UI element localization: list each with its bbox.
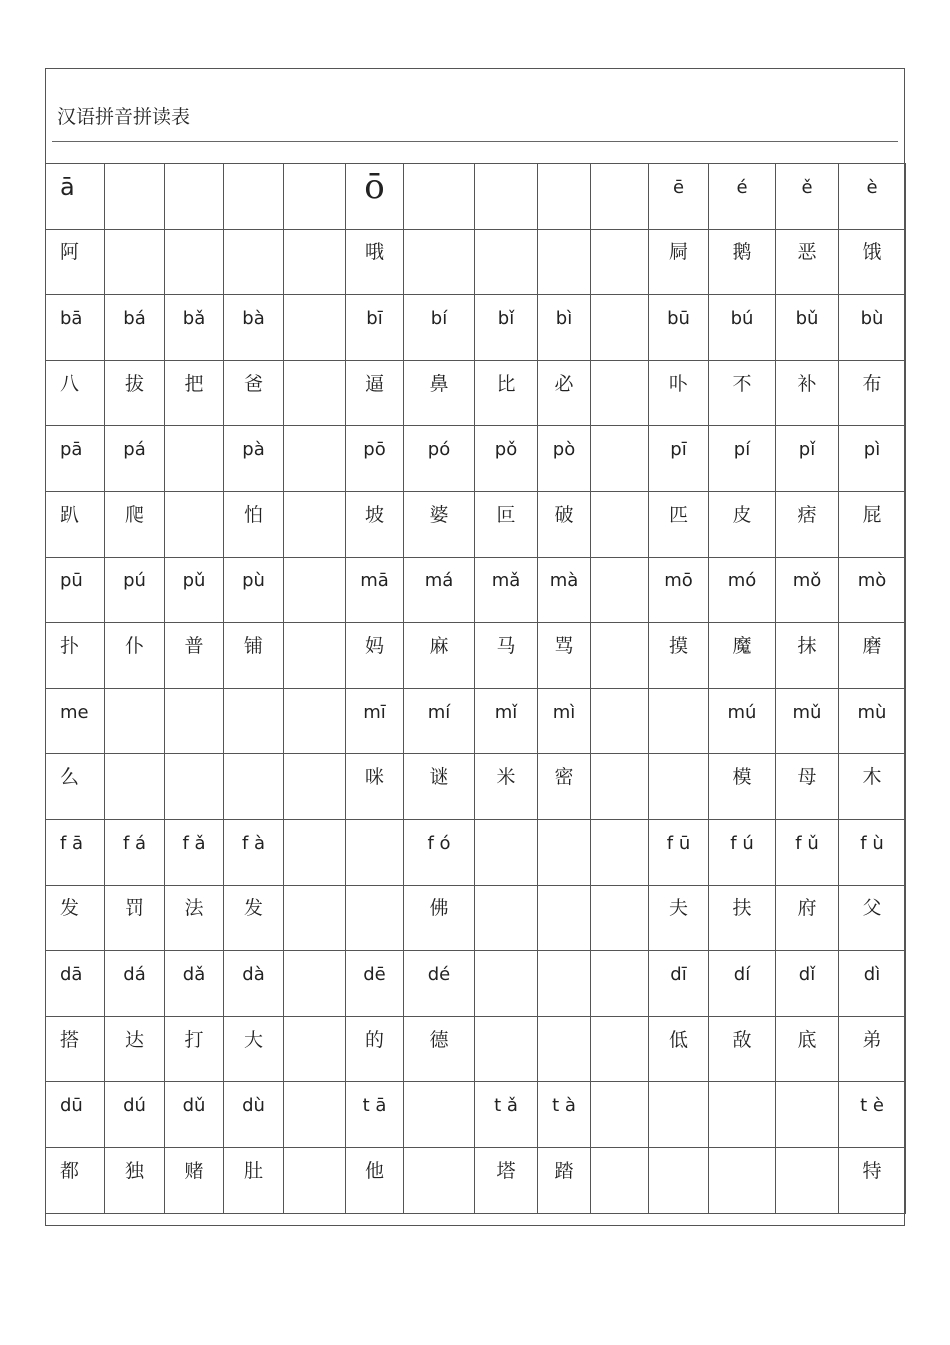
hanzi-cell: 马 [475,623,538,689]
pinyin-cell: mō [649,557,709,623]
hanzi-cell [475,1016,538,1082]
hanzi-cell [709,1147,776,1213]
pinyin-cell: pú [105,557,165,623]
hanzi-cell: 魔 [709,623,776,689]
hanzi-cell: 磨 [839,623,906,689]
hanzi-cell [284,229,346,295]
pinyin-cell: mǐ [475,688,538,754]
pinyin-cell: f ó [404,819,475,885]
pinyin-cell: mǔ [776,688,839,754]
pinyin-cell [105,164,165,230]
pinyin-cell: dá [105,951,165,1017]
pinyin-cell: f ǔ [776,819,839,885]
pinyin-cell: dù [224,1082,284,1148]
hanzi-cell: 抹 [776,623,839,689]
hanzi-cell: 拔 [105,360,165,426]
pinyin-cell [284,295,346,361]
pinyin-cell: f ǎ [165,819,224,885]
hanzi-cell: 大 [224,1016,284,1082]
pinyin-cell: mī [346,688,404,754]
pinyin-cell: bǐ [475,295,538,361]
hanzi-cell: 佛 [404,885,475,951]
hanzi-cell: 达 [105,1016,165,1082]
hanzi-cell: 府 [776,885,839,951]
hanzi-cell: 母 [776,754,839,820]
pinyin-cell: mò [839,557,906,623]
hanzi-cell [591,754,649,820]
hanzi-cell [776,1147,839,1213]
hanzi-cell [284,754,346,820]
hanzi-cell: 发 [46,885,105,951]
title-area [46,69,904,164]
hanzi-cell: 怕 [224,491,284,557]
hanzi-cell [105,754,165,820]
hanzi-cell [165,229,224,295]
pinyin-cell: pō [346,426,404,492]
pinyin-cell [224,164,284,230]
hanzi-row [46,1016,906,1082]
hanzi-cell: 婆 [404,491,475,557]
pinyin-row [46,688,906,754]
pinyin-cell [591,295,649,361]
hanzi-cell: 鼻 [404,360,475,426]
pinyin-row [46,819,906,885]
hanzi-cell [346,885,404,951]
pinyin-cell: mì [538,688,591,754]
hanzi-row [46,229,906,295]
hanzi-cell: 搭 [46,1016,105,1082]
pinyin-cell: dí [709,951,776,1017]
pinyin-cell: mà [538,557,591,623]
hanzi-cell: 法 [165,885,224,951]
hanzi-cell: 饿 [839,229,906,295]
hanzi-cell: 补 [776,360,839,426]
hanzi-cell: 发 [224,885,284,951]
hanzi-cell: 父 [839,885,906,951]
pinyin-row [46,557,906,623]
pinyin-cell [538,164,591,230]
hanzi-cell [591,1147,649,1213]
pinyin-cell [165,164,224,230]
hanzi-row [46,885,906,951]
hanzi-cell [538,229,591,295]
pinyin-cell: bū [649,295,709,361]
pinyin-cell [404,1082,475,1148]
pinyin-cell [649,688,709,754]
hanzi-cell: 骂 [538,623,591,689]
pinyin-cell: dǎ [165,951,224,1017]
pinyin-cell: pì [839,426,906,492]
pinyin-cell: dǐ [776,951,839,1017]
pinyin-cell: me [46,688,105,754]
hanzi-cell [165,754,224,820]
pinyin-cell: mǎ [475,557,538,623]
pinyin-cell [165,426,224,492]
hanzi-cell [591,1016,649,1082]
hanzi-row [46,1147,906,1213]
pinyin-cell [284,951,346,1017]
hanzi-cell: 特 [839,1147,906,1213]
hanzi-cell: 米 [475,754,538,820]
pinyin-cell [591,819,649,885]
hanzi-row [46,491,906,557]
pinyin-cell [284,1082,346,1148]
hanzi-cell: 八 [46,360,105,426]
pinyin-cell [591,688,649,754]
hanzi-cell [591,360,649,426]
pinyin-cell: bí [404,295,475,361]
pinyin-row [46,951,906,1017]
hanzi-cell: 铺 [224,623,284,689]
hanzi-cell: 的 [346,1016,404,1082]
hanzi-cell [591,623,649,689]
hanzi-cell: 木 [839,754,906,820]
pinyin-cell: mǒ [776,557,839,623]
hanzi-cell [284,885,346,951]
hanzi-cell: 屙 [649,229,709,295]
pinyin-cell: bá [105,295,165,361]
hanzi-cell: 弟 [839,1016,906,1082]
hanzi-cell [475,885,538,951]
pinyin-cell: bú [709,295,776,361]
hanzi-cell [538,1016,591,1082]
pinyin-cell: pà [224,426,284,492]
hanzi-cell [591,229,649,295]
pinyin-cell [165,688,224,754]
pinyin-cell [709,1082,776,1148]
pinyin-cell: pá [105,426,165,492]
hanzi-row [46,623,906,689]
hanzi-cell: 阿 [46,229,105,295]
pinyin-cell: pā [46,426,105,492]
pinyin-cell: bù [839,295,906,361]
pinyin-cell: dī [649,951,709,1017]
pinyin-cell: ō [346,164,404,230]
pinyin-cell: bì [538,295,591,361]
pinyin-cell [591,557,649,623]
hanzi-cell [284,1016,346,1082]
pinyin-cell [475,164,538,230]
hanzi-cell: 把 [165,360,224,426]
pinyin-cell [591,164,649,230]
hanzi-cell: 皮 [709,491,776,557]
hanzi-cell: 密 [538,754,591,820]
pinyin-cell: bā [46,295,105,361]
pinyin-cell: mú [709,688,776,754]
pinyin-cell [284,819,346,885]
hanzi-row [46,360,906,426]
pinyin-cell [538,951,591,1017]
hanzi-cell [591,491,649,557]
hanzi-cell: 模 [709,754,776,820]
hanzi-cell: 鹅 [709,229,776,295]
pinyin-cell [591,1082,649,1148]
pinyin-cell [591,426,649,492]
pinyin-cell: pī [649,426,709,492]
hanzi-cell [284,491,346,557]
pinyin-cell: mó [709,557,776,623]
pinyin-cell: mù [839,688,906,754]
hanzi-cell: 卟 [649,360,709,426]
pinyin-row [46,164,906,230]
hanzi-cell: 他 [346,1147,404,1213]
hanzi-cell [105,229,165,295]
hanzi-cell: 妈 [346,623,404,689]
pinyin-cell: pū [46,557,105,623]
pinyin-cell: pó [404,426,475,492]
pinyin-cell: dé [404,951,475,1017]
hanzi-cell: 谜 [404,754,475,820]
hanzi-cell: 布 [839,360,906,426]
hanzi-cell: 踏 [538,1147,591,1213]
hanzi-cell: 都 [46,1147,105,1213]
hanzi-cell [538,885,591,951]
pinyin-cell: pò [538,426,591,492]
pinyin-cell: dà [224,951,284,1017]
hanzi-cell: 破 [538,491,591,557]
hanzi-cell [649,754,709,820]
pinyin-cell: pù [224,557,284,623]
pinyin-cell [346,819,404,885]
pinyin-cell: má [404,557,475,623]
hanzi-cell [284,1147,346,1213]
pinyin-cell: dā [46,951,105,1017]
pinyin-cell: é [709,164,776,230]
hanzi-cell [224,229,284,295]
pinyin-cell [538,819,591,885]
hanzi-cell: 夫 [649,885,709,951]
hanzi-cell: 德 [404,1016,475,1082]
pinyin-cell: pǒ [475,426,538,492]
pinyin-cell [224,688,284,754]
pinyin-cell [105,688,165,754]
pinyin-cell: t è [839,1082,906,1148]
hanzi-cell: 仆 [105,623,165,689]
hanzi-cell [591,885,649,951]
hanzi-cell: 低 [649,1016,709,1082]
hanzi-cell: 独 [105,1147,165,1213]
pinyin-cell [475,819,538,885]
pinyin-cell: ā [46,164,105,230]
hanzi-cell: 赌 [165,1147,224,1213]
hanzi-cell [649,1147,709,1213]
pinyin-cell: dē [346,951,404,1017]
pinyin-cell [649,1082,709,1148]
hanzi-cell: 罚 [105,885,165,951]
pinyin-row [46,295,906,361]
hanzi-cell: 麻 [404,623,475,689]
pinyin-cell: f ū [649,819,709,885]
pinyin-cell: f ā [46,819,105,885]
pinyin-cell: t ǎ [475,1082,538,1148]
pinyin-cell: dú [105,1082,165,1148]
hanzi-cell [224,754,284,820]
pinyin-cell: t ā [346,1082,404,1148]
hanzi-row [46,754,906,820]
pinyin-table [45,163,906,1214]
pinyin-cell [284,688,346,754]
hanzi-cell: 么 [46,754,105,820]
hanzi-cell: 扶 [709,885,776,951]
pinyin-cell: ē [649,164,709,230]
hanzi-cell: 叵 [475,491,538,557]
hanzi-cell: 不 [709,360,776,426]
pinyin-cell: ě [776,164,839,230]
pinyin-cell: f à [224,819,284,885]
pinyin-cell: dū [46,1082,105,1148]
pinyin-cell [776,1082,839,1148]
page-title: 汉语拼音拼读表 [57,106,191,128]
hanzi-cell: 塔 [475,1147,538,1213]
hanzi-cell: 肚 [224,1147,284,1213]
pinyin-cell: f ú [709,819,776,885]
pinyin-cell: f ù [839,819,906,885]
hanzi-cell [475,229,538,295]
pinyin-cell: t à [538,1082,591,1148]
hanzi-cell [284,360,346,426]
pinyin-cell: bà [224,295,284,361]
pinyin-cell: pí [709,426,776,492]
hanzi-cell [404,1147,475,1213]
hanzi-cell [284,623,346,689]
hanzi-cell: 坡 [346,491,404,557]
hanzi-cell [165,491,224,557]
pinyin-cell: è [839,164,906,230]
pinyin-cell: bǎ [165,295,224,361]
pinyin-cell [284,164,346,230]
pinyin-cell: mā [346,557,404,623]
hanzi-cell: 爬 [105,491,165,557]
hanzi-cell: 普 [165,623,224,689]
hanzi-cell: 比 [475,360,538,426]
pinyin-cell: pǐ [776,426,839,492]
pinyin-cell [404,164,475,230]
pinyin-sheet [45,68,905,1226]
pinyin-cell: bǔ [776,295,839,361]
hanzi-cell: 摸 [649,623,709,689]
hanzi-cell: 匹 [649,491,709,557]
pinyin-cell [284,426,346,492]
pinyin-cell: bī [346,295,404,361]
hanzi-cell: 屁 [839,491,906,557]
hanzi-cell: 底 [776,1016,839,1082]
pinyin-cell [475,951,538,1017]
hanzi-cell: 必 [538,360,591,426]
pinyin-cell: dì [839,951,906,1017]
hanzi-cell: 打 [165,1016,224,1082]
pinyin-cell: pǔ [165,557,224,623]
pinyin-cell [284,557,346,623]
hanzi-cell: 逼 [346,360,404,426]
hanzi-cell: 痞 [776,491,839,557]
pinyin-cell: dǔ [165,1082,224,1148]
hanzi-cell: 扑 [46,623,105,689]
hanzi-cell: 恶 [776,229,839,295]
hanzi-cell: 趴 [46,491,105,557]
hanzi-cell: 爸 [224,360,284,426]
hanzi-cell: 敌 [709,1016,776,1082]
hanzi-cell: 哦 [346,229,404,295]
hanzi-cell: 咪 [346,754,404,820]
pinyin-cell: mí [404,688,475,754]
pinyin-cell: f á [105,819,165,885]
title-underline [52,141,898,142]
pinyin-cell [591,951,649,1017]
pinyin-row [46,1082,906,1148]
hanzi-cell [404,229,475,295]
pinyin-row [46,426,906,492]
